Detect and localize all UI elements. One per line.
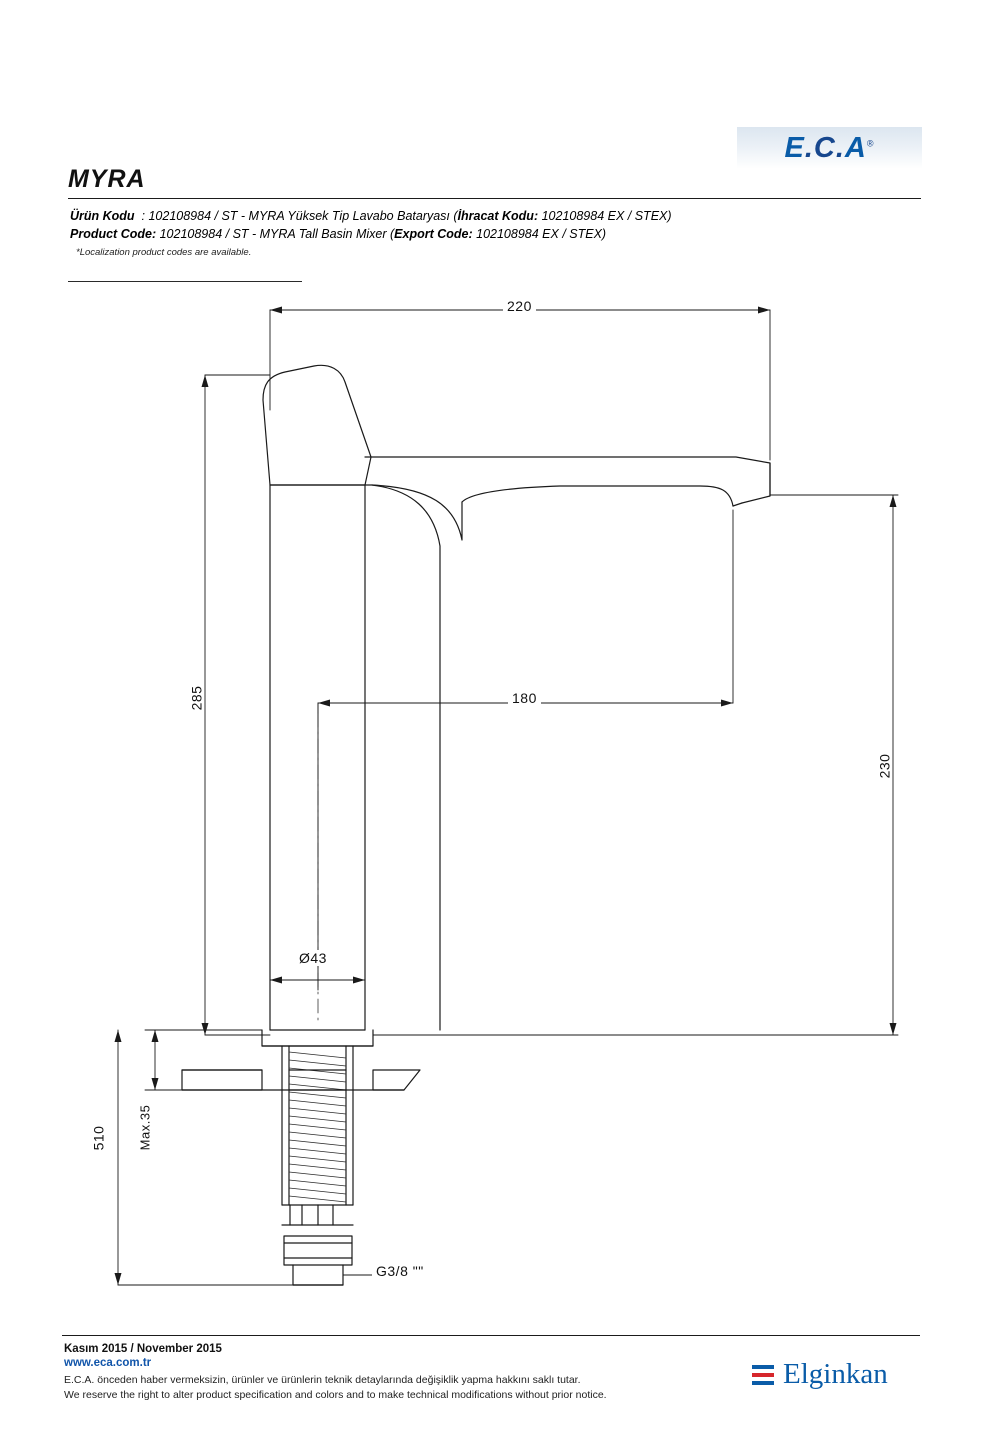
product-code-en-label: Product Code: <box>70 226 157 241</box>
footer-disclaimer-en: We reserve the right to alter product specification and colors and to make technical modifications without prior notice. <box>64 1389 607 1402</box>
elginkan-mark-icon <box>752 1365 774 1385</box>
elginkan-logo <box>752 1358 888 1391</box>
product-code-en-value: 102108984 / ST - MYRA Tall Basin Mixer ( <box>156 226 395 241</box>
elginkan-bar-blue-bottom <box>752 1381 774 1385</box>
page-title: MYRA <box>68 165 146 193</box>
elginkan-bar-blue-top <box>752 1365 774 1369</box>
export-code-en-value: 102108984 EX / STEX) <box>472 226 607 241</box>
dim-shank-diameter: Ø43 <box>295 950 331 966</box>
technical-drawing <box>0 290 981 1300</box>
footer-date: Kasım 2015 / November 2015 <box>64 1343 222 1355</box>
dim-max-thickness: Max.35 <box>137 1101 152 1155</box>
export-code-tr-label: İhracat Kodu: <box>457 209 539 223</box>
eca-logo-text: E.C.A® <box>784 131 875 164</box>
footer-disclaimer-tr: E.C.A. önceden haber vermeksizin, ürünler ve ürünlerin teknik detaylarında değişiklik yapma hakkını saklı tutar. <box>64 1374 581 1386</box>
footer-divider <box>62 1335 920 1336</box>
product-code-en <box>70 226 930 244</box>
product-code-tr-value: : 102108984 / ST - MYRA Yüksek Tip Lavabo Bataryası ( <box>134 209 458 223</box>
product-code-tr-label: Ürün Kodu <box>70 209 135 223</box>
header-divider <box>68 198 921 199</box>
eca-logo <box>737 127 922 169</box>
footer-website-link[interactable]: www.eca.com.tr <box>64 1357 152 1369</box>
dim-spout-height: 230 <box>876 750 892 783</box>
export-code-tr-value: 102108984 EX / STEX) <box>538 209 672 223</box>
dim-overall-height: 285 <box>188 682 204 715</box>
header-subdivider <box>68 281 302 282</box>
product-code-block <box>70 208 930 259</box>
dim-thread: G3/8 "" <box>372 1263 428 1279</box>
registered-mark-icon: ® <box>866 137 875 148</box>
dim-total-length: 510 <box>90 1122 106 1155</box>
export-code-en-label: Export Code: <box>394 226 473 241</box>
elginkan-bar-red <box>752 1373 774 1377</box>
product-code-tr <box>70 208 930 226</box>
dim-top-width: 220 <box>503 298 536 314</box>
localization-note: *Localization product codes are available. <box>76 246 252 258</box>
footer-info <box>64 1343 684 1403</box>
elginkan-logo-text: Elginkan <box>783 1358 888 1390</box>
dim-spout-reach: 180 <box>508 690 541 706</box>
